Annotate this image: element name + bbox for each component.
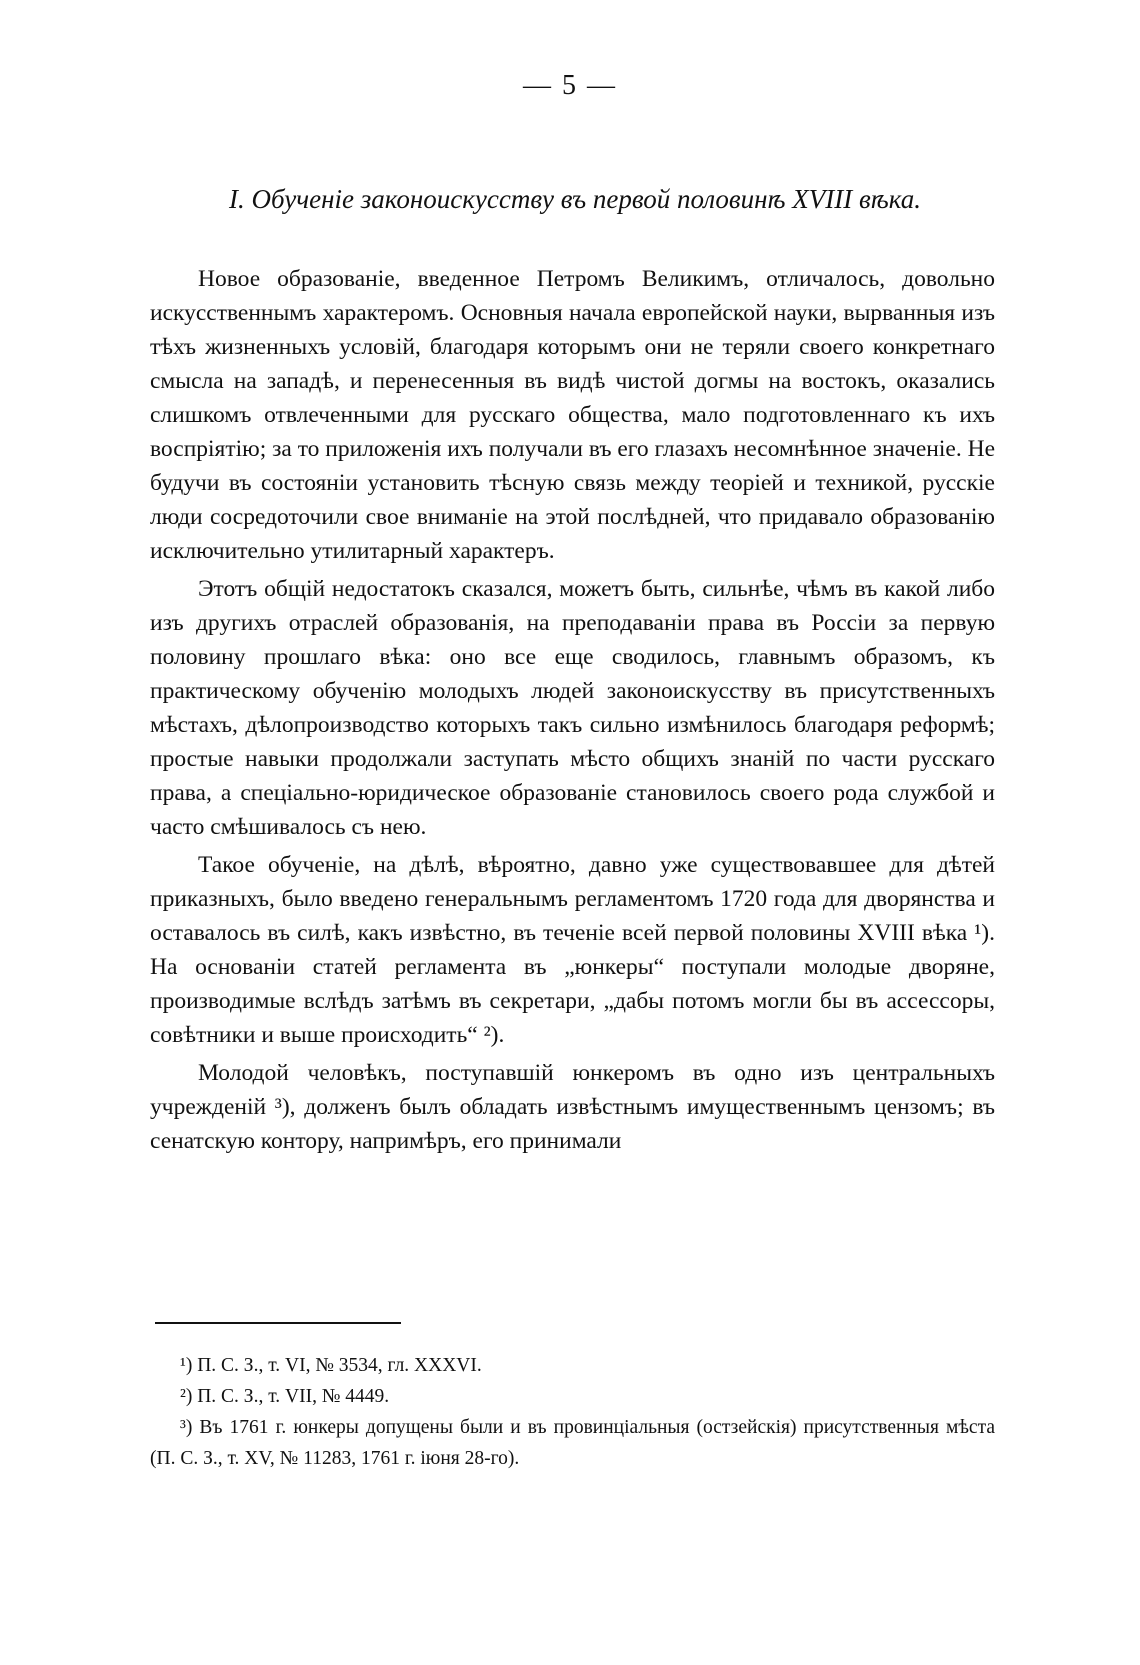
paragraph: Такое обученіе, на дѣлѣ, вѣроятно, давно уже существовавшее для дѣтей приказныхъ, было введено генеральнымъ регламентомъ 1720 года для дворянства и оставалось въ силѣ, какъ извѣстно, въ теченіе всей первой половины XVIII вѣка ¹). На основаніи статей регламента въ „юнкеры“ поступали молодые дворяне, производимые вслѣдъ затѣмъ въ секретари, „дабы потомъ могли бы въ ассессоры, совѣтники и выше происходить“ ²). (150, 852, 995, 1048)
body-text (150, 262, 995, 1158)
footnote-3: ³) Въ 1761 г. юнкеры допущены были и въ провинціальныя (остзейскія) присутственныя мѣста (П. С. З., т. XV, № 11283, 1761 г. іюня 28-го). (150, 1417, 995, 1469)
paragraph: Этотъ общій недостатокъ сказался, можетъ быть, сильнѣе, чѣмъ въ какой либо изъ другихъ отраслей образованія, на преподаваніи права въ Россіи за первую половину прошлаго вѣка: оно все еще сводилось, главнымъ образомъ, къ практическому обученію молодыхъ людей законоискусству въ присутственныхъ мѣстахъ, дѣлопроизводство которыхъ такъ сильно измѣнилось благодаря реформѣ; простые навыки продолжали заступать мѣсто общихъ знаній по части русскаго права, а спеціально-юридическое образованіе становилось своего рода службой и часто смѣшивалось съ нею. (150, 576, 995, 840)
page-number: — 5 — (523, 70, 617, 101)
footnote-2: ²) П. С. З., т. VII, № 4449. (180, 1386, 390, 1407)
footnote-divider (155, 1322, 401, 1324)
paragraph: Молодой человѣкъ, поступавшій юнкеромъ въ одно изъ центральныхъ учрежденій ³), долженъ былъ обладать извѣстнымъ имущественнымъ цензомъ; въ сенатскую контору, напримѣръ, его принимали (150, 1060, 995, 1154)
chapter-title: I. Обученіе законоискусству въ первой половинѣ XVIII вѣка. (229, 184, 921, 214)
footnote-1: ¹) П. С. З., т. VI, № 3534, гл. XXXVI. (180, 1355, 482, 1376)
paragraph: Новое образованіе, введенное Петромъ Великимъ, отличалось, довольно искусственнымъ характеромъ. Основныя начала европейской науки, вырванныя изъ тѣхъ жизненныхъ условій, благодаря которымъ они не теряли своего конкретнаго смысла на западѣ, и перенесенныя въ видѣ чистой догмы на востокъ, оказались слишкомъ отвлеченными для русскаго общества, мало подготовленнаго къ ихъ воспріятію; за то приложенія ихъ получали въ его глазахъ несомнѣнное значеніе. Не будучи въ состояніи установить тѣсную связь между теоріей и техникой, русскіе люди сосредоточили свое вниманіе на этой послѣдней, что придавало образованію исключительно утилитарный характеръ. (150, 266, 995, 564)
footnotes (150, 1350, 995, 1474)
